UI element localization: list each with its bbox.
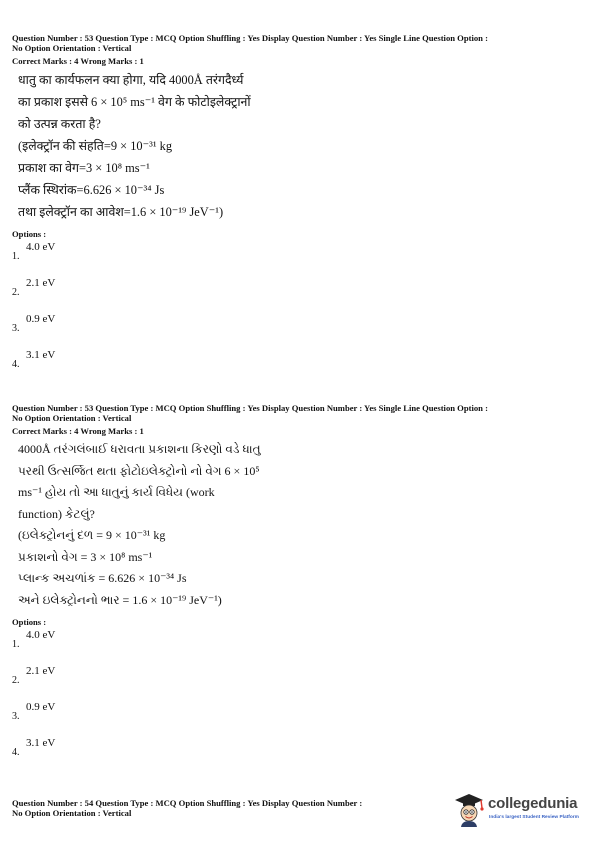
option-value: 3.1 eV: [26, 349, 56, 361]
question-meta-line: Question Number : 53 Question Type : MCQ Option Shuffling : Yes Display Question Number : Yes Single Line Question Option :: [12, 33, 488, 43]
option-number: 2.: [12, 287, 20, 298]
question-line: પરથી ઉત્સર્જિત થતા ફોટોઇલેક્ટ્રોનો નો વેગ 6 × 10⁵: [18, 463, 260, 478]
option-value: 3.1 eV: [26, 737, 56, 749]
question-line: ms⁻¹ હોય તો આ ધાતુનું કાર્ય વિધેય (work: [18, 485, 215, 499]
options-list: [12, 239, 584, 383]
option-item[interactable]: [12, 275, 584, 311]
question-line: function) કેટલું?: [18, 506, 95, 521]
option-item[interactable]: [12, 311, 584, 347]
option-item[interactable]: [12, 627, 584, 663]
question-block-hindi: [12, 33, 584, 383]
graduate-mascot-icon: [452, 791, 486, 827]
option-item[interactable]: [12, 663, 584, 699]
question-line: तथा इलेक्ट्रॉन का आवेश=1.6 × 10⁻¹⁹ JeV⁻¹): [18, 205, 224, 219]
next-question-header: [12, 798, 442, 818]
option-value: 4.0 eV: [26, 629, 56, 641]
option-value: 2.1 eV: [26, 277, 56, 289]
question-line: को उत्पन्न करता है?: [18, 117, 101, 131]
option-item[interactable]: [12, 347, 584, 383]
marks-line: Correct Marks : 4 Wrong Marks : 1: [12, 426, 144, 436]
question-line: પ્લાન્ક અચળાંક = 6.626 × 10⁻³⁴ Js: [18, 571, 187, 585]
option-number: 3.: [12, 323, 20, 334]
question-meta-line: Question Number : 54 Question Type : MCQ Option Shuffling : Yes Display Question Number :: [12, 798, 363, 808]
question-line: प्रकाश का वेग=3 × 10⁸ ms⁻¹: [18, 161, 150, 175]
question-line: પ્રકાશનો વેગ = 3 × 10⁸ ms⁻¹: [18, 549, 153, 564]
question-meta-line: No Option Orientation : Vertical: [12, 43, 132, 53]
option-value: 2.1 eV: [26, 665, 56, 677]
option-value: 0.9 eV: [26, 313, 56, 325]
question-text: [18, 439, 584, 611]
question-line: (इलेक्ट्रॉन की संहति=9 × 10⁻³¹ kg: [18, 139, 173, 153]
question-text: [18, 69, 584, 223]
question-line: प्लैंक स्थिरांक=6.626 × 10⁻³⁴ Js: [18, 183, 165, 197]
question-meta-line: No Option Orientation : Vertical: [12, 808, 132, 818]
options-label: Options :: [12, 229, 47, 239]
option-number: 1.: [12, 639, 20, 650]
brand-name: collegedunia: [488, 795, 578, 812]
option-item[interactable]: [12, 239, 584, 275]
question-line: (ઇલેક્ટ્રોનનું દળ = 9 × 10⁻³¹ kg: [18, 528, 166, 542]
option-item[interactable]: [12, 699, 584, 735]
option-number: 3.: [12, 711, 20, 722]
option-item[interactable]: [12, 735, 584, 771]
question-meta-line: No Option Orientation : Vertical: [12, 413, 132, 423]
question-line: धातु का कार्यफलन क्या होगा, यदि 4000Å तरंगदैर्ध्य: [18, 73, 244, 87]
option-number: 2.: [12, 675, 20, 686]
collegedunia-logo: [452, 791, 592, 831]
brand-tagline: India's largest Student Review Platform: [489, 815, 579, 820]
options-label: Options :: [12, 617, 47, 627]
question-line: 4000Å તરંગલંબાઈ ધરાવતા પ્રકાશના કિરણો વડે ધાતુ: [18, 442, 261, 456]
option-number: 4.: [12, 747, 20, 758]
question-meta-line: Question Number : 53 Question Type : MCQ Option Shuffling : Yes Display Question Number : Yes Single Line Question Option :: [12, 403, 488, 413]
option-number: 1.: [12, 251, 20, 262]
options-list: [12, 627, 584, 771]
option-number: 4.: [12, 359, 20, 370]
question-line: અને ઇલેક્ટ્રોનનો ભાર = 1.6 × 10⁻¹⁹ JeV⁻¹): [18, 592, 222, 607]
question-block-gujarati: [12, 403, 584, 771]
option-value: 0.9 eV: [26, 701, 56, 713]
marks-line: Correct Marks : 4 Wrong Marks : 1: [12, 56, 144, 66]
option-value: 4.0 eV: [26, 241, 56, 253]
question-line: का प्रकाश इससे 6 × 10⁵ ms⁻¹ वेग के फोटोइलेक्ट्रानों: [18, 95, 251, 109]
